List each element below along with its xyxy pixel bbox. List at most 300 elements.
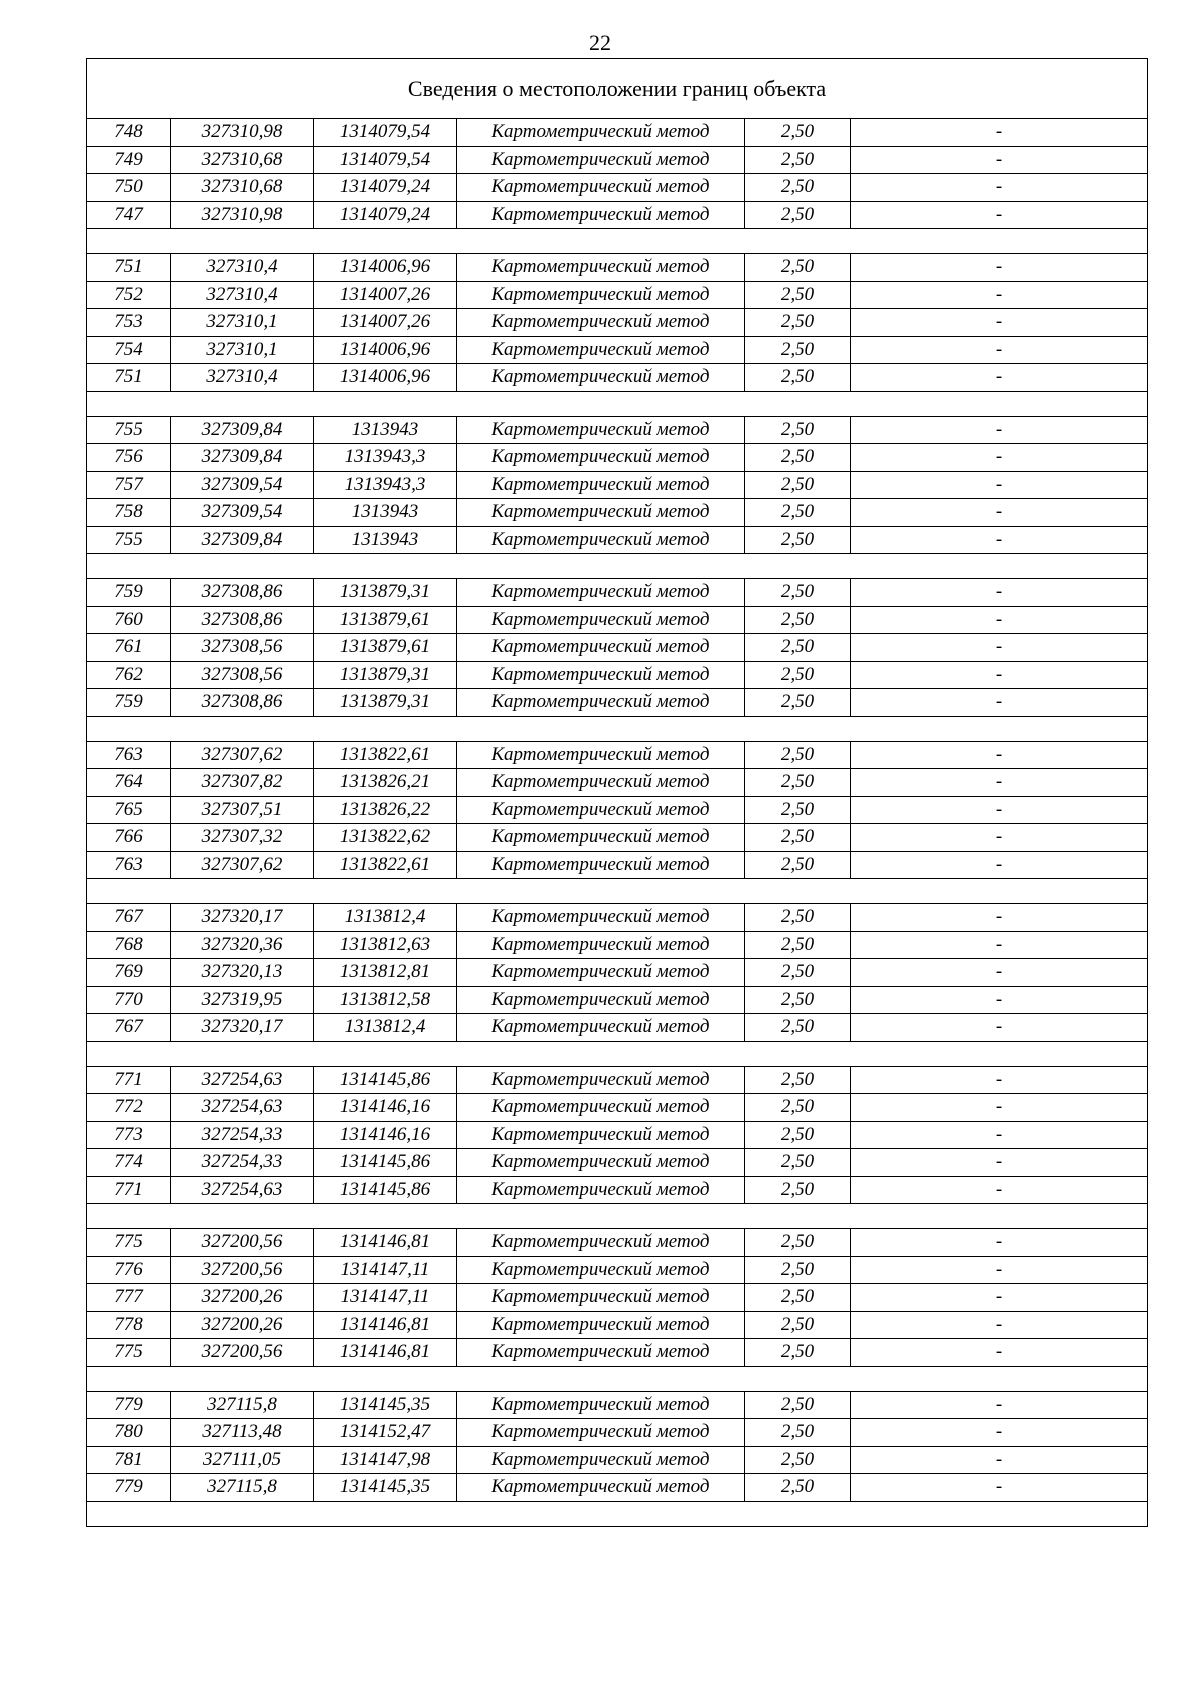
table-row — [87, 281, 1148, 309]
point-number-cell: 765 — [87, 796, 171, 824]
method-cell: Картометрический метод — [457, 1176, 745, 1204]
table-row — [87, 1339, 1148, 1367]
method-cell: Картометрический метод — [457, 146, 745, 174]
description-cell: - — [851, 416, 1148, 444]
y-coordinate-cell: 1313812,4 — [314, 1014, 457, 1042]
point-number-cell: 751 — [87, 364, 171, 392]
description-cell: - — [851, 526, 1148, 554]
table-row — [87, 606, 1148, 634]
description-cell: - — [851, 1066, 1148, 1094]
group-separator-row — [87, 716, 1148, 741]
description-cell: - — [851, 254, 1148, 282]
description-cell: - — [851, 309, 1148, 337]
point-number-cell: 762 — [87, 661, 171, 689]
method-cell: Картометрический метод — [457, 1014, 745, 1042]
method-cell: Картометрический метод — [457, 634, 745, 662]
description-cell: - — [851, 1311, 1148, 1339]
point-number-cell: 779 — [87, 1391, 171, 1419]
accuracy-cell: 2,50 — [745, 174, 851, 202]
y-coordinate-cell: 1314146,81 — [314, 1229, 457, 1257]
description-cell: - — [851, 1391, 1148, 1419]
description-cell: - — [851, 769, 1148, 797]
y-coordinate-cell: 1313822,61 — [314, 851, 457, 879]
description-cell: - — [851, 689, 1148, 717]
method-cell: Картометрический метод — [457, 1094, 745, 1122]
x-coordinate-cell: 327310,98 — [171, 119, 314, 147]
x-coordinate-cell: 327200,26 — [171, 1284, 314, 1312]
accuracy-cell: 2,50 — [745, 1391, 851, 1419]
method-cell: Картометрический метод — [457, 499, 745, 527]
y-coordinate-cell: 1314006,96 — [314, 364, 457, 392]
page-number: 22 — [589, 30, 611, 55]
table-row — [87, 1229, 1148, 1257]
point-number-cell: 761 — [87, 634, 171, 662]
accuracy-cell: 2,50 — [745, 364, 851, 392]
group-separator-row — [87, 391, 1148, 416]
group-separator-cell — [87, 716, 1148, 741]
group-separator-cell — [87, 1501, 1148, 1526]
table-row — [87, 661, 1148, 689]
method-cell: Картометрический метод — [457, 309, 745, 337]
point-number-cell: 768 — [87, 931, 171, 959]
y-coordinate-cell: 1313879,31 — [314, 661, 457, 689]
point-number-cell: 756 — [87, 444, 171, 472]
method-cell: Картометрический метод — [457, 959, 745, 987]
point-number-cell: 750 — [87, 174, 171, 202]
method-cell: Картометрический метод — [457, 904, 745, 932]
method-cell: Картометрический метод — [457, 364, 745, 392]
method-cell: Картометрический метод — [457, 1446, 745, 1474]
table-row — [87, 1094, 1148, 1122]
x-coordinate-cell: 327307,32 — [171, 824, 314, 852]
accuracy-cell: 2,50 — [745, 1446, 851, 1474]
point-number-cell: 773 — [87, 1121, 171, 1149]
point-number-cell: 763 — [87, 851, 171, 879]
point-number-cell: 767 — [87, 904, 171, 932]
x-coordinate-cell: 327200,56 — [171, 1229, 314, 1257]
x-coordinate-cell: 327254,33 — [171, 1121, 314, 1149]
description-cell: - — [851, 796, 1148, 824]
method-cell: Картометрический метод — [457, 931, 745, 959]
x-coordinate-cell: 327320,17 — [171, 1014, 314, 1042]
y-coordinate-cell: 1314152,47 — [314, 1419, 457, 1447]
table-row — [87, 1149, 1148, 1177]
table-row — [87, 796, 1148, 824]
accuracy-cell: 2,50 — [745, 471, 851, 499]
x-coordinate-cell: 327310,1 — [171, 336, 314, 364]
method-cell: Картометрический метод — [457, 796, 745, 824]
description-cell: - — [851, 1014, 1148, 1042]
accuracy-cell: 2,50 — [745, 119, 851, 147]
x-coordinate-cell: 327310,4 — [171, 254, 314, 282]
description-cell: - — [851, 1176, 1148, 1204]
y-coordinate-cell: 1313943 — [314, 416, 457, 444]
x-coordinate-cell: 327309,84 — [171, 526, 314, 554]
point-number-cell: 748 — [87, 119, 171, 147]
y-coordinate-cell: 1313826,21 — [314, 769, 457, 797]
x-coordinate-cell: 327308,86 — [171, 606, 314, 634]
accuracy-cell: 2,50 — [745, 309, 851, 337]
group-separator-cell — [87, 1041, 1148, 1066]
description-cell: - — [851, 174, 1148, 202]
description-cell: - — [851, 606, 1148, 634]
x-coordinate-cell: 327307,82 — [171, 769, 314, 797]
method-cell: Картометрический метод — [457, 526, 745, 554]
y-coordinate-cell: 1314079,24 — [314, 174, 457, 202]
y-coordinate-cell: 1313943,3 — [314, 471, 457, 499]
description-cell: - — [851, 201, 1148, 229]
y-coordinate-cell: 1314006,96 — [314, 336, 457, 364]
point-number-cell: 760 — [87, 606, 171, 634]
x-coordinate-cell: 327309,84 — [171, 416, 314, 444]
group-separator-row — [87, 879, 1148, 904]
description-cell: - — [851, 336, 1148, 364]
method-cell: Картометрический метод — [457, 986, 745, 1014]
y-coordinate-cell: 1314079,54 — [314, 146, 457, 174]
y-coordinate-cell: 1314147,11 — [314, 1256, 457, 1284]
accuracy-cell: 2,50 — [745, 526, 851, 554]
description-cell: - — [851, 824, 1148, 852]
description-cell: - — [851, 364, 1148, 392]
table-row — [87, 1256, 1148, 1284]
table-row — [87, 146, 1148, 174]
point-number-cell: 774 — [87, 1149, 171, 1177]
accuracy-cell: 2,50 — [745, 769, 851, 797]
group-separator-row — [87, 1204, 1148, 1229]
x-coordinate-cell: 327115,8 — [171, 1391, 314, 1419]
method-cell: Картометрический метод — [457, 1419, 745, 1447]
accuracy-cell: 2,50 — [745, 959, 851, 987]
y-coordinate-cell: 1313879,31 — [314, 579, 457, 607]
y-coordinate-cell: 1314145,86 — [314, 1066, 457, 1094]
point-number-cell: 778 — [87, 1311, 171, 1339]
description-cell: - — [851, 1256, 1148, 1284]
accuracy-cell: 2,50 — [745, 1339, 851, 1367]
table-row — [87, 1474, 1148, 1502]
y-coordinate-cell: 1314079,54 — [314, 119, 457, 147]
accuracy-cell: 2,50 — [745, 824, 851, 852]
y-coordinate-cell: 1314079,24 — [314, 201, 457, 229]
table-row — [87, 499, 1148, 527]
accuracy-cell: 2,50 — [745, 1474, 851, 1502]
y-coordinate-cell: 1314145,86 — [314, 1149, 457, 1177]
table-row — [87, 1311, 1148, 1339]
method-cell: Картометрический метод — [457, 174, 745, 202]
description-cell: - — [851, 119, 1148, 147]
table-row — [87, 579, 1148, 607]
table-row — [87, 931, 1148, 959]
table-row — [87, 471, 1148, 499]
description-cell: - — [851, 1149, 1148, 1177]
accuracy-cell: 2,50 — [745, 661, 851, 689]
group-separator-cell — [87, 229, 1148, 254]
table-row — [87, 689, 1148, 717]
table-row — [87, 986, 1148, 1014]
method-cell: Картометрический метод — [457, 254, 745, 282]
table-row — [87, 769, 1148, 797]
method-cell: Картометрический метод — [457, 1391, 745, 1419]
x-coordinate-cell: 327254,63 — [171, 1094, 314, 1122]
accuracy-cell: 2,50 — [745, 499, 851, 527]
accuracy-cell: 2,50 — [745, 1256, 851, 1284]
accuracy-cell: 2,50 — [745, 904, 851, 932]
table-row — [87, 119, 1148, 147]
x-coordinate-cell: 327254,33 — [171, 1149, 314, 1177]
point-number-cell: 775 — [87, 1339, 171, 1367]
point-number-cell: 767 — [87, 1014, 171, 1042]
accuracy-cell: 2,50 — [745, 1014, 851, 1042]
method-cell: Картометрический метод — [457, 201, 745, 229]
accuracy-cell: 2,50 — [745, 796, 851, 824]
accuracy-cell: 2,50 — [745, 1229, 851, 1257]
table-row — [87, 1066, 1148, 1094]
method-cell: Картометрический метод — [457, 444, 745, 472]
description-cell: - — [851, 444, 1148, 472]
accuracy-cell: 2,50 — [745, 1284, 851, 1312]
group-separator-cell — [87, 1366, 1148, 1391]
table-row — [87, 416, 1148, 444]
y-coordinate-cell: 1314145,86 — [314, 1176, 457, 1204]
group-separator-row — [87, 1501, 1148, 1526]
point-number-cell: 759 — [87, 579, 171, 607]
accuracy-cell: 2,50 — [745, 336, 851, 364]
table-row — [87, 959, 1148, 987]
y-coordinate-cell: 1313879,61 — [314, 634, 457, 662]
table-row — [87, 201, 1148, 229]
x-coordinate-cell: 327309,54 — [171, 499, 314, 527]
accuracy-cell: 2,50 — [745, 606, 851, 634]
point-number-cell: 755 — [87, 416, 171, 444]
point-number-cell: 752 — [87, 281, 171, 309]
y-coordinate-cell: 1313812,81 — [314, 959, 457, 987]
point-number-cell: 776 — [87, 1256, 171, 1284]
point-number-cell: 757 — [87, 471, 171, 499]
method-cell: Картометрический метод — [457, 1229, 745, 1257]
description-cell: - — [851, 661, 1148, 689]
accuracy-cell: 2,50 — [745, 201, 851, 229]
table-row — [87, 1391, 1148, 1419]
point-number-cell: 766 — [87, 824, 171, 852]
y-coordinate-cell: 1313879,61 — [314, 606, 457, 634]
table-row — [87, 254, 1148, 282]
y-coordinate-cell: 1313826,22 — [314, 796, 457, 824]
x-coordinate-cell: 327254,63 — [171, 1176, 314, 1204]
method-cell: Картометрический метод — [457, 1311, 745, 1339]
table-row — [87, 1419, 1148, 1447]
method-cell: Картометрический метод — [457, 1339, 745, 1367]
method-cell: Картометрический метод — [457, 1066, 745, 1094]
y-coordinate-cell: 1314146,81 — [314, 1311, 457, 1339]
method-cell: Картометрический метод — [457, 1121, 745, 1149]
point-number-cell: 771 — [87, 1176, 171, 1204]
y-coordinate-cell: 1314146,81 — [314, 1339, 457, 1367]
description-cell: - — [851, 1419, 1148, 1447]
accuracy-cell: 2,50 — [745, 281, 851, 309]
x-coordinate-cell: 327307,62 — [171, 741, 314, 769]
accuracy-cell: 2,50 — [745, 1094, 851, 1122]
description-cell: - — [851, 1446, 1148, 1474]
method-cell: Картометрический метод — [457, 1284, 745, 1312]
table-row — [87, 174, 1148, 202]
x-coordinate-cell: 327200,56 — [171, 1256, 314, 1284]
description-cell: - — [851, 1229, 1148, 1257]
x-coordinate-cell: 327310,98 — [171, 201, 314, 229]
description-cell: - — [851, 579, 1148, 607]
table-row — [87, 336, 1148, 364]
accuracy-cell: 2,50 — [745, 444, 851, 472]
y-coordinate-cell: 1314006,96 — [314, 254, 457, 282]
accuracy-cell: 2,50 — [745, 741, 851, 769]
description-cell: - — [851, 904, 1148, 932]
method-cell: Картометрический метод — [457, 281, 745, 309]
method-cell: Картометрический метод — [457, 416, 745, 444]
accuracy-cell: 2,50 — [745, 146, 851, 174]
y-coordinate-cell: 1314146,16 — [314, 1094, 457, 1122]
accuracy-cell: 2,50 — [745, 689, 851, 717]
method-cell: Картометрический метод — [457, 741, 745, 769]
accuracy-cell: 2,50 — [745, 1419, 851, 1447]
x-coordinate-cell: 327111,05 — [171, 1446, 314, 1474]
x-coordinate-cell: 327200,26 — [171, 1311, 314, 1339]
method-cell: Картометрический метод — [457, 119, 745, 147]
group-separator-cell — [87, 554, 1148, 579]
table-row — [87, 444, 1148, 472]
accuracy-cell: 2,50 — [745, 416, 851, 444]
accuracy-cell: 2,50 — [745, 986, 851, 1014]
table-row — [87, 851, 1148, 879]
point-number-cell: 753 — [87, 309, 171, 337]
method-cell: Картометрический метод — [457, 579, 745, 607]
description-cell: - — [851, 1121, 1148, 1149]
point-number-cell: 780 — [87, 1419, 171, 1447]
point-number-cell: 779 — [87, 1474, 171, 1502]
accuracy-cell: 2,50 — [745, 1311, 851, 1339]
group-separator-row — [87, 554, 1148, 579]
method-cell: Картометрический метод — [457, 1149, 745, 1177]
y-coordinate-cell: 1313943,3 — [314, 444, 457, 472]
point-number-cell: 781 — [87, 1446, 171, 1474]
y-coordinate-cell: 1313822,62 — [314, 824, 457, 852]
x-coordinate-cell: 327115,8 — [171, 1474, 314, 1502]
point-number-cell: 749 — [87, 146, 171, 174]
description-cell: - — [851, 959, 1148, 987]
y-coordinate-cell: 1313812,4 — [314, 904, 457, 932]
method-cell: Картометрический метод — [457, 769, 745, 797]
x-coordinate-cell: 327308,56 — [171, 661, 314, 689]
point-number-cell: 764 — [87, 769, 171, 797]
point-number-cell: 763 — [87, 741, 171, 769]
x-coordinate-cell: 327310,4 — [171, 281, 314, 309]
group-separator-row — [87, 1366, 1148, 1391]
accuracy-cell: 2,50 — [745, 254, 851, 282]
method-cell: Картометрический метод — [457, 661, 745, 689]
y-coordinate-cell: 1313943 — [314, 499, 457, 527]
accuracy-cell: 2,50 — [745, 1066, 851, 1094]
description-cell: - — [851, 741, 1148, 769]
point-number-cell: 747 — [87, 201, 171, 229]
description-cell: - — [851, 986, 1148, 1014]
y-coordinate-cell: 1314145,35 — [314, 1474, 457, 1502]
x-coordinate-cell: 327308,86 — [171, 689, 314, 717]
x-coordinate-cell: 327200,56 — [171, 1339, 314, 1367]
x-coordinate-cell: 327309,54 — [171, 471, 314, 499]
y-coordinate-cell: 1314145,35 — [314, 1391, 457, 1419]
x-coordinate-cell: 327320,13 — [171, 959, 314, 987]
y-coordinate-cell: 1314007,26 — [314, 281, 457, 309]
method-cell: Картометрический метод — [457, 1256, 745, 1284]
description-cell: - — [851, 1094, 1148, 1122]
y-coordinate-cell: 1313822,61 — [314, 741, 457, 769]
table-row — [87, 741, 1148, 769]
x-coordinate-cell: 327307,62 — [171, 851, 314, 879]
y-coordinate-cell: 1313943 — [314, 526, 457, 554]
point-number-cell: 751 — [87, 254, 171, 282]
x-coordinate-cell: 327310,4 — [171, 364, 314, 392]
accuracy-cell: 2,50 — [745, 931, 851, 959]
table-row — [87, 526, 1148, 554]
boundary-coordinates-table — [86, 58, 1148, 1527]
method-cell: Картометрический метод — [457, 336, 745, 364]
group-separator-row — [87, 1041, 1148, 1066]
description-cell: - — [851, 499, 1148, 527]
point-number-cell: 770 — [87, 986, 171, 1014]
table-title: Сведения о местоположении границ объекта — [87, 59, 1148, 119]
table-row — [87, 1176, 1148, 1204]
group-separator-cell — [87, 391, 1148, 416]
accuracy-cell: 2,50 — [745, 1121, 851, 1149]
description-cell: - — [851, 146, 1148, 174]
x-coordinate-cell: 327320,17 — [171, 904, 314, 932]
y-coordinate-cell: 1313812,58 — [314, 986, 457, 1014]
table-row — [87, 1446, 1148, 1474]
point-number-cell: 775 — [87, 1229, 171, 1257]
description-cell: - — [851, 851, 1148, 879]
table-body — [87, 59, 1148, 1527]
description-cell: - — [851, 1339, 1148, 1367]
table-row — [87, 824, 1148, 852]
y-coordinate-cell: 1313812,63 — [314, 931, 457, 959]
method-cell: Картометрический метод — [457, 606, 745, 634]
x-coordinate-cell: 327310,68 — [171, 174, 314, 202]
description-cell: - — [851, 281, 1148, 309]
group-separator-cell — [87, 879, 1148, 904]
accuracy-cell: 2,50 — [745, 851, 851, 879]
point-number-cell: 758 — [87, 499, 171, 527]
x-coordinate-cell: 327310,68 — [171, 146, 314, 174]
x-coordinate-cell: 327308,56 — [171, 634, 314, 662]
point-number-cell: 759 — [87, 689, 171, 717]
group-separator-row — [87, 229, 1148, 254]
x-coordinate-cell: 327309,84 — [171, 444, 314, 472]
y-coordinate-cell: 1314146,16 — [314, 1121, 457, 1149]
y-coordinate-cell: 1314147,98 — [314, 1446, 457, 1474]
accuracy-cell: 2,50 — [745, 1149, 851, 1177]
y-coordinate-cell: 1314147,11 — [314, 1284, 457, 1312]
x-coordinate-cell: 327113,48 — [171, 1419, 314, 1447]
accuracy-cell: 2,50 — [745, 1176, 851, 1204]
method-cell: Картометрический метод — [457, 824, 745, 852]
x-coordinate-cell: 327320,36 — [171, 931, 314, 959]
accuracy-cell: 2,50 — [745, 634, 851, 662]
x-coordinate-cell: 327308,86 — [171, 579, 314, 607]
method-cell: Картометрический метод — [457, 471, 745, 499]
description-cell: - — [851, 1284, 1148, 1312]
description-cell: - — [851, 634, 1148, 662]
description-cell: - — [851, 1474, 1148, 1502]
accuracy-cell: 2,50 — [745, 579, 851, 607]
point-number-cell: 772 — [87, 1094, 171, 1122]
table-row — [87, 364, 1148, 392]
